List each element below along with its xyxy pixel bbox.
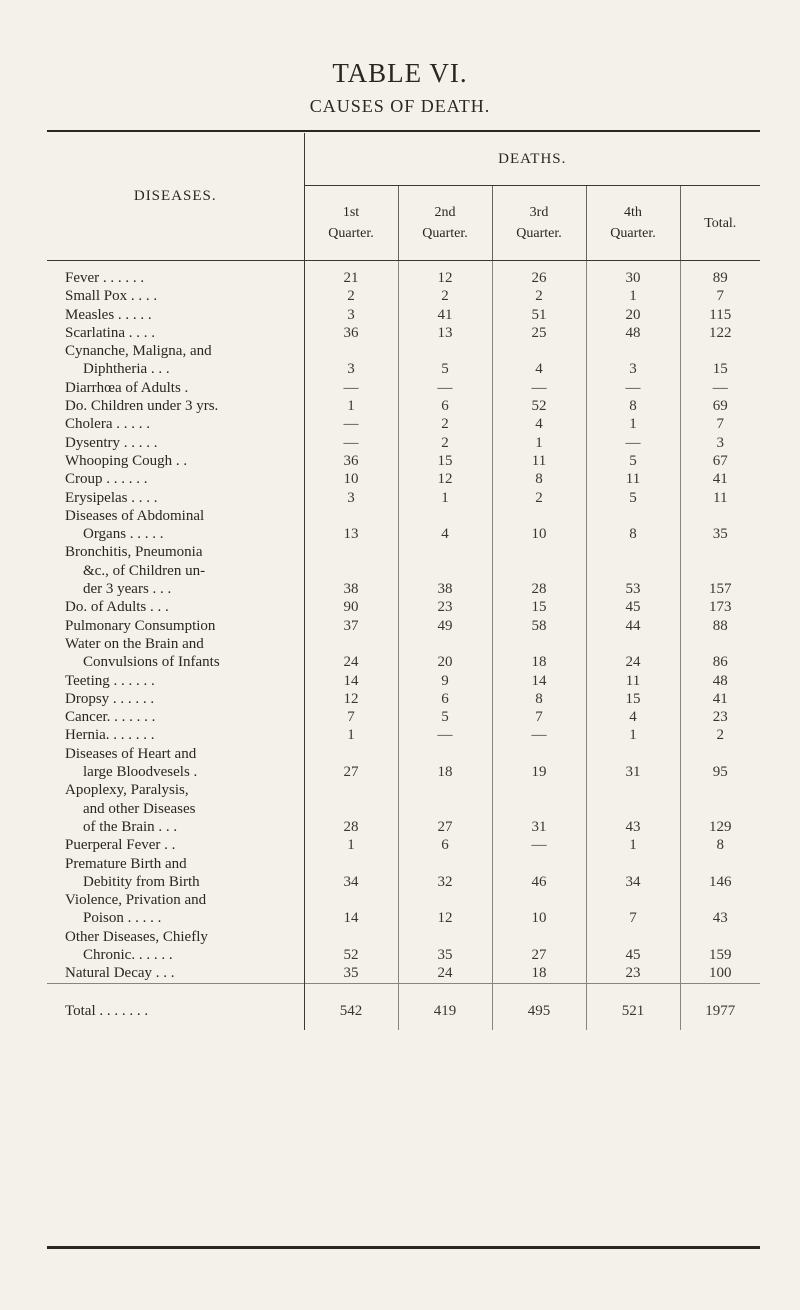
disease-name-line: Dysentry . . . . .: [65, 434, 158, 451]
disease-name: [47, 726, 304, 744]
column-header-line: Quarter.: [610, 226, 656, 241]
table-subtitle: CAUSES OF DEATH.: [309, 96, 491, 116]
grand-total-cell: 1977: [680, 983, 760, 1030]
table-row: [47, 781, 760, 836]
quarter-2-cell: 38: [398, 543, 492, 598]
disease-name-line: Chronic. . . . . .: [83, 946, 173, 963]
page-title: TABLE VI.: [332, 58, 468, 88]
quarter-3-total-cell: 495: [492, 983, 586, 1030]
disease-name: [47, 287, 304, 305]
disease-name: [47, 964, 304, 983]
causes-of-death-table: [47, 133, 760, 1030]
total-cell: 35: [712, 526, 728, 543]
total-cell: 8: [716, 837, 725, 854]
quarter-4-cell: 1: [586, 726, 680, 744]
disease-name: [47, 836, 304, 854]
quarter-1-cell: —: [304, 379, 398, 397]
quarter-4-cell: 24: [586, 635, 680, 672]
total-cell: 23: [712, 709, 728, 726]
quarter-4-cell: 43: [586, 781, 680, 836]
disease-name-line: Scarlatina . . . .: [65, 324, 155, 341]
disease-name: [47, 543, 304, 598]
column-header-line: 3rd: [529, 205, 549, 220]
total-cell: 157: [709, 581, 732, 598]
disease-name-line: Do. Children under 3 yrs.: [65, 398, 219, 415]
disease-name-line: Diarrhœa of Adults .: [65, 379, 189, 396]
quarter-4-cell: 1: [586, 836, 680, 854]
table-row: [47, 379, 760, 397]
quarter-3-cell: 15: [492, 598, 586, 616]
table-row: [47, 434, 760, 452]
quarter-3-cell: 28: [492, 543, 586, 598]
quarter-2-cell: 4: [398, 507, 492, 544]
disease-name: [47, 635, 304, 672]
disease-name-line: Measles . . . . .: [65, 306, 152, 323]
total-cell: 3: [716, 434, 725, 451]
disease-name: [47, 397, 304, 415]
column-header-line: 2nd: [434, 205, 456, 220]
disease-name: [47, 261, 304, 288]
quarter-1-cell: 14: [304, 672, 398, 690]
table-row: [47, 507, 760, 544]
quarter-2-cell: 24: [398, 964, 492, 983]
quarter-1-cell: 34: [304, 855, 398, 892]
quarter-3-cell: 25: [492, 324, 586, 342]
quarter-1-cell: 1: [304, 836, 398, 854]
quarter-2-cell: 6: [398, 836, 492, 854]
disease-name-line: Diseases of Abdominal: [65, 507, 205, 524]
table-row: [47, 836, 760, 854]
quarter-3-cell: 10: [492, 507, 586, 544]
table-row: [47, 489, 760, 507]
quarter-4-cell: 45: [586, 928, 680, 965]
total-cell: 67: [712, 452, 728, 469]
quarter-2-cell: 27: [398, 781, 492, 836]
quarter-4-cell: 5: [586, 489, 680, 507]
quarter-3-cell: 27: [492, 928, 586, 965]
quarter-2-cell: 6: [398, 397, 492, 415]
quarter-3-cell: 10: [492, 891, 586, 928]
disease-name-line: Whooping Cough . .: [65, 452, 188, 469]
total-cell: 89: [712, 270, 728, 286]
disease-name-line: Puerperal Fever . .: [65, 837, 176, 854]
table-row: [47, 324, 760, 342]
quarter-3-cell: 7: [492, 708, 586, 726]
quarter-4-cell: 15: [586, 690, 680, 708]
quarter-3-cell: 1: [492, 434, 586, 452]
quarter-3-cell: 46: [492, 855, 586, 892]
quarter-4-cell: 1: [586, 287, 680, 305]
column-header-line: 1st: [342, 205, 360, 220]
disease-name-line: Do. of Adults . . .: [65, 599, 169, 616]
quarter-3-cell: 8: [492, 690, 586, 708]
quarter-2-cell: 12: [398, 261, 492, 288]
quarter-1-cell: —: [304, 434, 398, 452]
disease-name: [47, 434, 304, 452]
quarter-4-cell: 11: [586, 470, 680, 488]
disease-name-line: Violence, Privation and: [65, 892, 207, 909]
quarter-4-cell: 45: [586, 598, 680, 616]
table-row: [47, 415, 760, 433]
deaths-header: DEATHS.: [304, 133, 760, 186]
quarter-3-cell: 26: [492, 261, 586, 288]
disease-name: [47, 342, 304, 379]
disease-name-line: der 3 years . . .: [83, 581, 172, 598]
quarter-3-cell: 11: [492, 452, 586, 470]
quarter-3-cell: —: [492, 379, 586, 397]
disease-name-line: large Bloodvesels .: [83, 764, 198, 781]
disease-name-line: Cynanche, Maligna, and: [65, 343, 212, 360]
disease-name: [47, 617, 304, 635]
disease-name-line: Erysipelas . . . .: [65, 489, 158, 506]
disease-name-line: Teeting . . . . . .: [65, 672, 155, 689]
quarter-2-total-cell: 419: [398, 983, 492, 1030]
quarter-3-cell: 51: [492, 306, 586, 324]
quarter-4-cell: 31: [586, 745, 680, 782]
quarter-1-cell: 36: [304, 324, 398, 342]
quarter-2-cell: 5: [398, 342, 492, 379]
disease-name-line: Croup . . . . . .: [65, 471, 148, 488]
diseases-header: DISEASES.: [47, 133, 304, 261]
disease-name-line: Small Pox . . . .: [65, 288, 158, 305]
quarter-3-cell: 18: [492, 635, 586, 672]
quarter-3-cell: 58: [492, 617, 586, 635]
quarter-1-total-cell: 542: [304, 983, 398, 1030]
table-row: [47, 635, 760, 672]
disease-name-line: Convulsions of Infants: [83, 654, 220, 671]
bottom-rule: [47, 1246, 760, 1249]
quarter-3-cell: 4: [492, 415, 586, 433]
disease-name-line: Water on the Brain and: [65, 635, 204, 652]
total-cell: 115: [709, 306, 732, 323]
quarter-1-cell: —: [304, 415, 398, 433]
quarter-4-total-cell: 521: [586, 983, 680, 1030]
quarter-4-cell: —: [586, 434, 680, 452]
quarter-1-cell: 35: [304, 964, 398, 983]
quarter-2-cell: 2: [398, 434, 492, 452]
table-body: [47, 261, 760, 1030]
quarter-1-cell: 3: [304, 489, 398, 507]
total-cell: 43: [712, 910, 728, 927]
disease-name-line: Dropsy . . . . . .: [65, 690, 155, 707]
disease-name-line: and other Diseases: [83, 800, 196, 817]
quarter-1-cell: 3: [304, 306, 398, 324]
quarter-2-cell: 2: [398, 415, 492, 433]
quarter-1-cell: 27: [304, 745, 398, 782]
total-cell: 69: [712, 398, 728, 415]
quarter-1-cell: 3: [304, 342, 398, 379]
quarter-3-cell: 19: [492, 745, 586, 782]
quarter-4-cell: —: [586, 379, 680, 397]
table-row: [47, 891, 760, 928]
quarter-4-cell: 34: [586, 855, 680, 892]
disease-name: [47, 690, 304, 708]
quarter-1-cell: 10: [304, 470, 398, 488]
table-row: [47, 708, 760, 726]
total-cell: 7: [716, 416, 725, 433]
column-header-4: [586, 186, 680, 261]
disease-name-line: Fever . . . . . .: [65, 270, 145, 286]
quarter-4-cell: 3: [586, 342, 680, 379]
quarter-4-cell: 7: [586, 891, 680, 928]
quarter-1-cell: 1: [304, 726, 398, 744]
table-row: [47, 598, 760, 616]
disease-name: [47, 470, 304, 488]
table-row: [47, 342, 760, 379]
disease-name: [47, 855, 304, 892]
quarter-2-cell: 2: [398, 287, 492, 305]
total-cell: 129: [709, 818, 732, 835]
quarter-2-cell: —: [398, 379, 492, 397]
disease-name: [47, 598, 304, 616]
table-row: [47, 452, 760, 470]
disease-name: [47, 745, 304, 782]
quarter-2-cell: 23: [398, 598, 492, 616]
quarter-1-cell: 24: [304, 635, 398, 672]
quarter-4-cell: 20: [586, 306, 680, 324]
table-row: [47, 726, 760, 744]
total-label: Total . . . . . . .: [47, 983, 304, 1030]
total-cell: 7: [716, 288, 725, 305]
total-cell: —: [712, 379, 728, 396]
disease-name-line: Hernia. . . . . . .: [65, 727, 155, 744]
table-row: [47, 928, 760, 965]
disease-name-line: Diphtheria . . .: [83, 361, 170, 378]
disease-name: [47, 781, 304, 836]
disease-name-line: Cancer. . . . . . .: [65, 709, 156, 726]
disease-name-line: Other Diseases, Chiefly: [65, 928, 208, 945]
quarter-2-cell: 15: [398, 452, 492, 470]
quarter-4-cell: 30: [586, 261, 680, 288]
quarter-1-cell: 36: [304, 452, 398, 470]
quarter-4-cell: 53: [586, 543, 680, 598]
quarter-3-cell: 52: [492, 397, 586, 415]
disease-name-line: Diseases of Heart and: [65, 745, 197, 762]
total-cell: 100: [709, 965, 732, 982]
total-cell: 95: [712, 764, 728, 781]
quarter-1-cell: 1: [304, 397, 398, 415]
table-row: [47, 261, 760, 288]
disease-name: [47, 507, 304, 544]
disease-name: [47, 928, 304, 965]
top-rule: [47, 130, 760, 132]
disease-name: [47, 489, 304, 507]
quarter-3-cell: 2: [492, 489, 586, 507]
quarter-1-cell: 13: [304, 507, 398, 544]
table-row: [47, 745, 760, 782]
total-cell: 2: [716, 727, 725, 744]
quarter-3-cell: —: [492, 836, 586, 854]
table-row: [47, 690, 760, 708]
column-header-line: Quarter.: [422, 226, 468, 241]
disease-name-line: Natural Decay . . .: [65, 965, 175, 982]
quarter-2-cell: 5: [398, 708, 492, 726]
disease-name: [47, 306, 304, 324]
quarter-1-cell: 28: [304, 781, 398, 836]
total-cell: 15: [712, 361, 728, 378]
quarter-4-cell: 4: [586, 708, 680, 726]
quarter-4-cell: 5: [586, 452, 680, 470]
quarter-1-cell: 52: [304, 928, 398, 965]
disease-name-line: Cholera . . . . .: [65, 416, 150, 433]
disease-name-line: Premature Birth and: [65, 855, 187, 872]
column-header-5: [680, 186, 760, 261]
column-header-2: [398, 186, 492, 261]
disease-name: [47, 324, 304, 342]
column-header-line: Quarter.: [328, 226, 374, 241]
column-header-1: [304, 186, 398, 261]
quarter-2-cell: 12: [398, 470, 492, 488]
table-row: [47, 287, 760, 305]
total-cell: 41: [712, 471, 728, 488]
quarter-2-cell: 6: [398, 690, 492, 708]
quarter-3-cell: 31: [492, 781, 586, 836]
quarter-1-cell: 38: [304, 543, 398, 598]
total-cell: 122: [709, 324, 732, 341]
table-row: [47, 672, 760, 690]
quarter-1-cell: 21: [304, 261, 398, 288]
quarter-2-cell: 9: [398, 672, 492, 690]
quarter-1-cell: 12: [304, 690, 398, 708]
quarter-4-cell: 1: [586, 415, 680, 433]
table-row: [47, 397, 760, 415]
disease-name-line: Apoplexy, Paralysis,: [65, 782, 189, 799]
total-row: [47, 983, 760, 1030]
quarter-3-cell: 8: [492, 470, 586, 488]
total-cell: 86: [712, 654, 728, 671]
disease-name-line: Pulmonary Consumption: [65, 617, 216, 634]
column-header-line: 4th: [624, 205, 642, 220]
total-cell: 48: [712, 672, 728, 689]
total-cell: 159: [709, 946, 732, 963]
quarter-2-cell: 32: [398, 855, 492, 892]
quarter-2-cell: 20: [398, 635, 492, 672]
table-row: [47, 855, 760, 892]
quarter-1-cell: 37: [304, 617, 398, 635]
table-row: [47, 617, 760, 635]
quarter-1-cell: 90: [304, 598, 398, 616]
total-cell: 146: [709, 873, 732, 890]
quarter-2-cell: —: [398, 726, 492, 744]
disease-name-line: Organs . . . . .: [83, 526, 164, 543]
quarter-4-cell: 44: [586, 617, 680, 635]
quarter-3-cell: 14: [492, 672, 586, 690]
quarter-4-cell: 8: [586, 507, 680, 544]
quarter-3-cell: 4: [492, 342, 586, 379]
disease-name: [47, 891, 304, 928]
column-header-3: [492, 186, 586, 261]
disease-name: [47, 708, 304, 726]
disease-name: [47, 672, 304, 690]
quarter-1-cell: 7: [304, 708, 398, 726]
quarter-2-cell: 12: [398, 891, 492, 928]
total-cell: 11: [713, 489, 728, 506]
quarter-2-cell: 13: [398, 324, 492, 342]
total-cell: 41: [712, 690, 728, 707]
disease-name-line: Bronchitis, Pneumonia: [65, 544, 203, 561]
table-row: [47, 543, 760, 598]
table-row: [47, 964, 760, 983]
quarter-4-cell: 8: [586, 397, 680, 415]
quarter-3-cell: 2: [492, 287, 586, 305]
total-cell: 173: [709, 599, 732, 616]
quarter-3-cell: 18: [492, 964, 586, 983]
total-cell: 88: [712, 617, 728, 634]
disease-name: [47, 452, 304, 470]
disease-name-line: of the Brain . . .: [83, 818, 178, 835]
quarter-2-cell: 41: [398, 306, 492, 324]
quarter-4-cell: 23: [586, 964, 680, 983]
disease-name: [47, 379, 304, 397]
quarter-2-cell: 1: [398, 489, 492, 507]
column-header-line: Quarter.: [516, 226, 562, 241]
quarter-4-cell: 11: [586, 672, 680, 690]
table-row: [47, 470, 760, 488]
disease-name-line: Poison . . . . .: [83, 910, 162, 927]
quarter-1-cell: 14: [304, 891, 398, 928]
disease-name-line: Debitity from Birth: [83, 873, 200, 890]
table-row: [47, 306, 760, 324]
quarter-4-cell: 48: [586, 324, 680, 342]
disease-name: [47, 415, 304, 433]
quarter-2-cell: 49: [398, 617, 492, 635]
quarter-3-cell: —: [492, 726, 586, 744]
quarter-1-cell: 2: [304, 287, 398, 305]
disease-name-line: &c., of Children un-: [83, 562, 206, 579]
column-header-line: Total.: [704, 215, 737, 231]
quarter-2-cell: 35: [398, 928, 492, 965]
quarter-2-cell: 18: [398, 745, 492, 782]
